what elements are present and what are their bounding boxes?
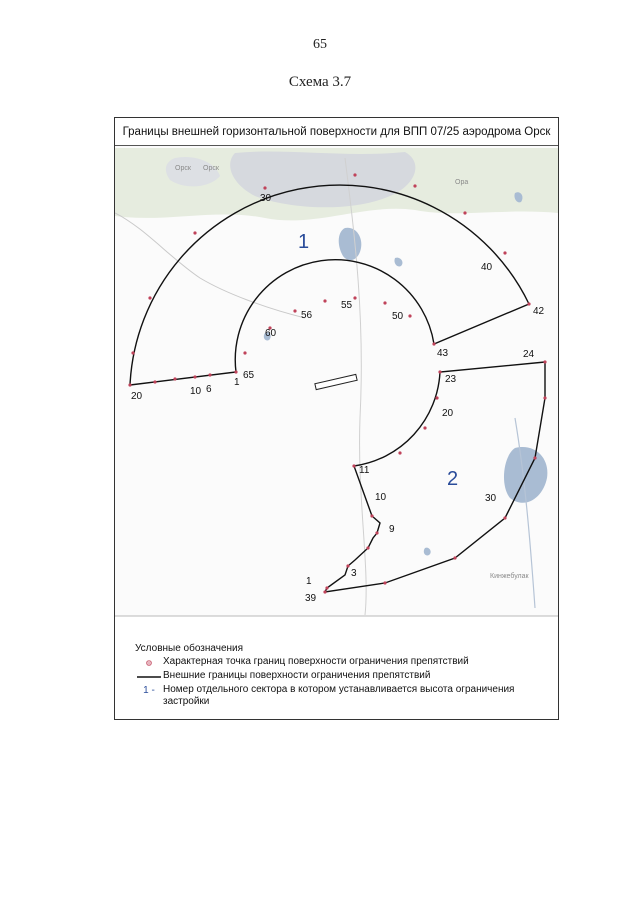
town-label: Орск bbox=[175, 165, 191, 172]
point-label: 24 bbox=[523, 349, 535, 360]
boundary-point bbox=[323, 590, 326, 593]
boundary-point bbox=[323, 299, 326, 302]
map-frame bbox=[114, 117, 559, 720]
boundary-point bbox=[353, 296, 356, 299]
boundary-point bbox=[408, 314, 411, 317]
boundary-point bbox=[353, 173, 356, 176]
legend bbox=[135, 643, 545, 709]
point-label: 10 bbox=[190, 386, 202, 397]
point-label: 1 bbox=[306, 576, 312, 587]
point-label: 9 bbox=[389, 524, 395, 535]
point-label: 1 bbox=[234, 377, 240, 388]
town-label: Кинжебулак bbox=[490, 573, 529, 580]
point-label: 43 bbox=[437, 348, 449, 359]
sector-symbol: 1 - bbox=[143, 685, 155, 696]
sector-number: 2 bbox=[447, 468, 459, 490]
legend-sector-text: Номер отдельного сектора в котором устанавливается высота ограничения застройки bbox=[163, 684, 515, 707]
legend-row-line bbox=[135, 670, 545, 683]
boundary-line-icon bbox=[135, 670, 163, 683]
boundary-point bbox=[432, 342, 435, 345]
town-label: Ора bbox=[455, 179, 469, 186]
boundary-point bbox=[435, 396, 438, 399]
point-label: 6 bbox=[206, 384, 212, 395]
map-canvas bbox=[115, 118, 558, 719]
boundary-point bbox=[527, 302, 530, 305]
legend-point-text: Характерная точка границ поверхности ограничения препятствий bbox=[163, 656, 469, 667]
boundary-point bbox=[543, 396, 546, 399]
boundary-point bbox=[173, 377, 176, 380]
point-label: 20 bbox=[442, 408, 454, 419]
point-label: 65 bbox=[243, 370, 255, 381]
town-label: Орск bbox=[203, 165, 219, 172]
point-label: 55 bbox=[341, 300, 353, 311]
legend-line-text: Внешние границы поверхности ограничения препятствий bbox=[163, 670, 431, 681]
boundary-point bbox=[413, 184, 416, 187]
point-label: 42 bbox=[533, 306, 545, 317]
point-label: 3 bbox=[351, 568, 357, 579]
map-title: Границы внешней горизонтальной поверхности для ВПП 07/25 аэродрома Орск bbox=[115, 118, 558, 146]
boundary-point bbox=[543, 360, 546, 363]
boundary-point bbox=[153, 380, 156, 383]
boundary-point bbox=[148, 296, 151, 299]
boundary-point bbox=[193, 375, 196, 378]
point-label: 56 bbox=[301, 310, 313, 321]
legend-heading: Условные обозначения bbox=[135, 643, 244, 654]
point-label: 30 bbox=[260, 193, 272, 204]
point-marker-icon bbox=[135, 656, 163, 669]
boundary-point bbox=[193, 231, 196, 234]
boundary-point bbox=[370, 514, 373, 517]
point-label: 10 bbox=[375, 492, 387, 503]
boundary-point bbox=[503, 251, 506, 254]
boundary-point bbox=[398, 451, 401, 454]
boundary-point bbox=[423, 426, 426, 429]
boundary-point bbox=[463, 211, 466, 214]
scheme-title: Схема 3.7 bbox=[288, 74, 352, 90]
boundary-point bbox=[234, 370, 237, 373]
boundary-point bbox=[128, 383, 131, 386]
boundary-point bbox=[346, 564, 349, 567]
point-label: 23 bbox=[445, 374, 457, 385]
point-label: 20 bbox=[131, 391, 143, 402]
sector-number: 1 bbox=[298, 231, 310, 253]
boundary-point bbox=[533, 456, 536, 459]
boundary-point bbox=[243, 351, 246, 354]
boundary-point bbox=[503, 516, 506, 519]
boundary-point bbox=[352, 464, 355, 467]
point-label: 50 bbox=[392, 311, 404, 322]
page-number: 65 bbox=[313, 37, 327, 52]
boundary-point bbox=[383, 581, 386, 584]
legend-row-sector bbox=[135, 684, 545, 708]
boundary-point bbox=[366, 546, 369, 549]
boundary-point bbox=[293, 309, 296, 312]
point-label: 11 bbox=[359, 465, 370, 476]
boundary-point bbox=[263, 186, 266, 189]
boundary-point bbox=[208, 373, 211, 376]
boundary-point bbox=[453, 556, 456, 559]
point-label: 39 bbox=[305, 593, 317, 604]
boundary-point bbox=[375, 531, 378, 534]
point-label: 40 bbox=[481, 262, 493, 273]
boundary-point bbox=[438, 370, 441, 373]
point-label: 30 bbox=[485, 493, 497, 504]
point-label: 60 bbox=[265, 328, 277, 339]
boundary-point bbox=[325, 586, 328, 589]
boundary-point bbox=[383, 301, 386, 304]
legend-row-point bbox=[135, 656, 545, 669]
boundary-point bbox=[131, 351, 134, 354]
